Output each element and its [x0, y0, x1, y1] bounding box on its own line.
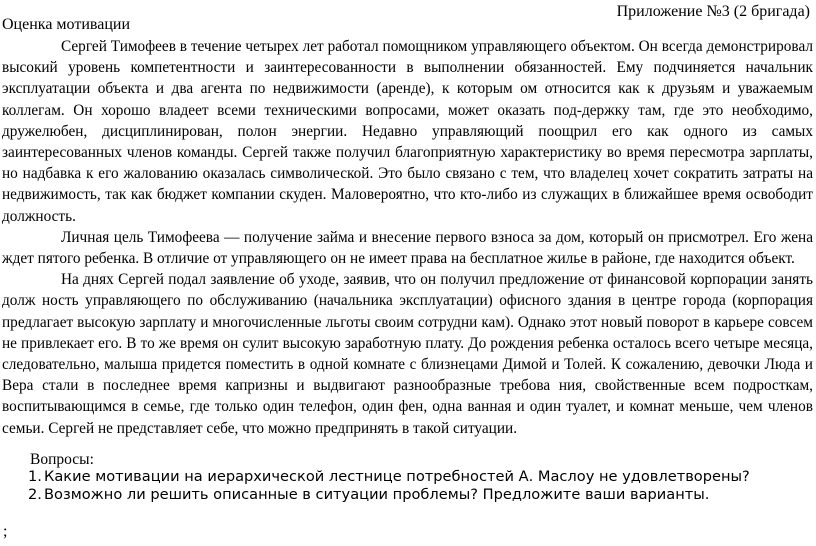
- footer-mark: ;: [3, 523, 8, 540]
- question-number-2: 2.: [28, 486, 42, 503]
- paragraph-2: Личная цель Тимофеева — получение займа и внесение первого взноса за дом, который он присмотрел. Его жена ждет пятого ребенка. В отличие от управляющего он не имеет права на бесплатное жилье в районе, где находится объект.: [2, 228, 813, 268]
- question-text-2: Возможно ли решить описанные в ситуации проблемы? Предложите ваши варианты.: [44, 486, 710, 503]
- questions-section: [4, 452, 816, 504]
- question-item-2: [4, 486, 816, 504]
- case-description: [2, 36, 813, 439]
- questions-list: [4, 468, 816, 504]
- paragraph-3: На днях Сергей подал заявление об уходе, заявив, что он получил предложение от финансовой корпорации занять долж ность управляющего по обслуживанию (начальника эксплуатации) офисного здания в центре города (корпорация предлагает высокую зарплату и многочисленные льготы своим сотрудни кам). Однако этот новый поворот в карьере совсем не привлекает его. В то же время он сулит высокую заработную плату. До рождения ребенка осталось всего четыре месяца, следовательно, малыша придется поместить в одной комнате с близнецами Димой и Толей. К сожалению, девочки Люда и Вера стали в последнее время капризны и выдвигают разнообразные требова ния, свойственные всем подросткам, воспитывающимся в семье, где только один телефон, один фен, одна ванная и один туалет, и комнат меньше, чем членов семьи. Сергей не представляет себе, что можно предпринять в такой ситуации.: [2, 271, 813, 437]
- question-item-1: [4, 468, 816, 486]
- questions-heading: Вопросы:: [30, 451, 94, 468]
- paragraph-1: Сергей Тимофеев в течение четырех лет работал помощником управляющего объектом. Он всегда демонстрировал высокий уровень компетентности и заинтересованности в выполнении обязанностей. Ему подчиняется начальник эксплуатации объекта и два агента по недвижимости (аренде), к которым ом относится как к друзьям и уважаемым коллегам. Он хорошо владеет всеми техническими вопросами, может оказать под-держку там, где это необходимо, дружелюбен, дисциплинирован, полон энергии. Недавно управляющий поощрил его как одного из самых заинтересованных членов команды. Сергей также получил благоприятную характеристику во время пересмотра зарплаты, но надбавка к его жалованию оказалась символической. Это было связано с тем, что владелец хочет сократить затраты на недвижимость, так как бюджет компании скуден. Маловероятно, что кто-либо из служащих в ближайшее время освободит должность.: [2, 38, 813, 225]
- document-title: Оценка мотивации: [2, 16, 131, 33]
- question-text-1: Какие мотивации на иерархической лестнице потребностей А. Маслоу не удовлетворены?: [44, 468, 750, 485]
- question-number-1: 1.: [28, 468, 42, 485]
- appendix-label: Приложение №3 (2 бригада): [616, 3, 810, 20]
